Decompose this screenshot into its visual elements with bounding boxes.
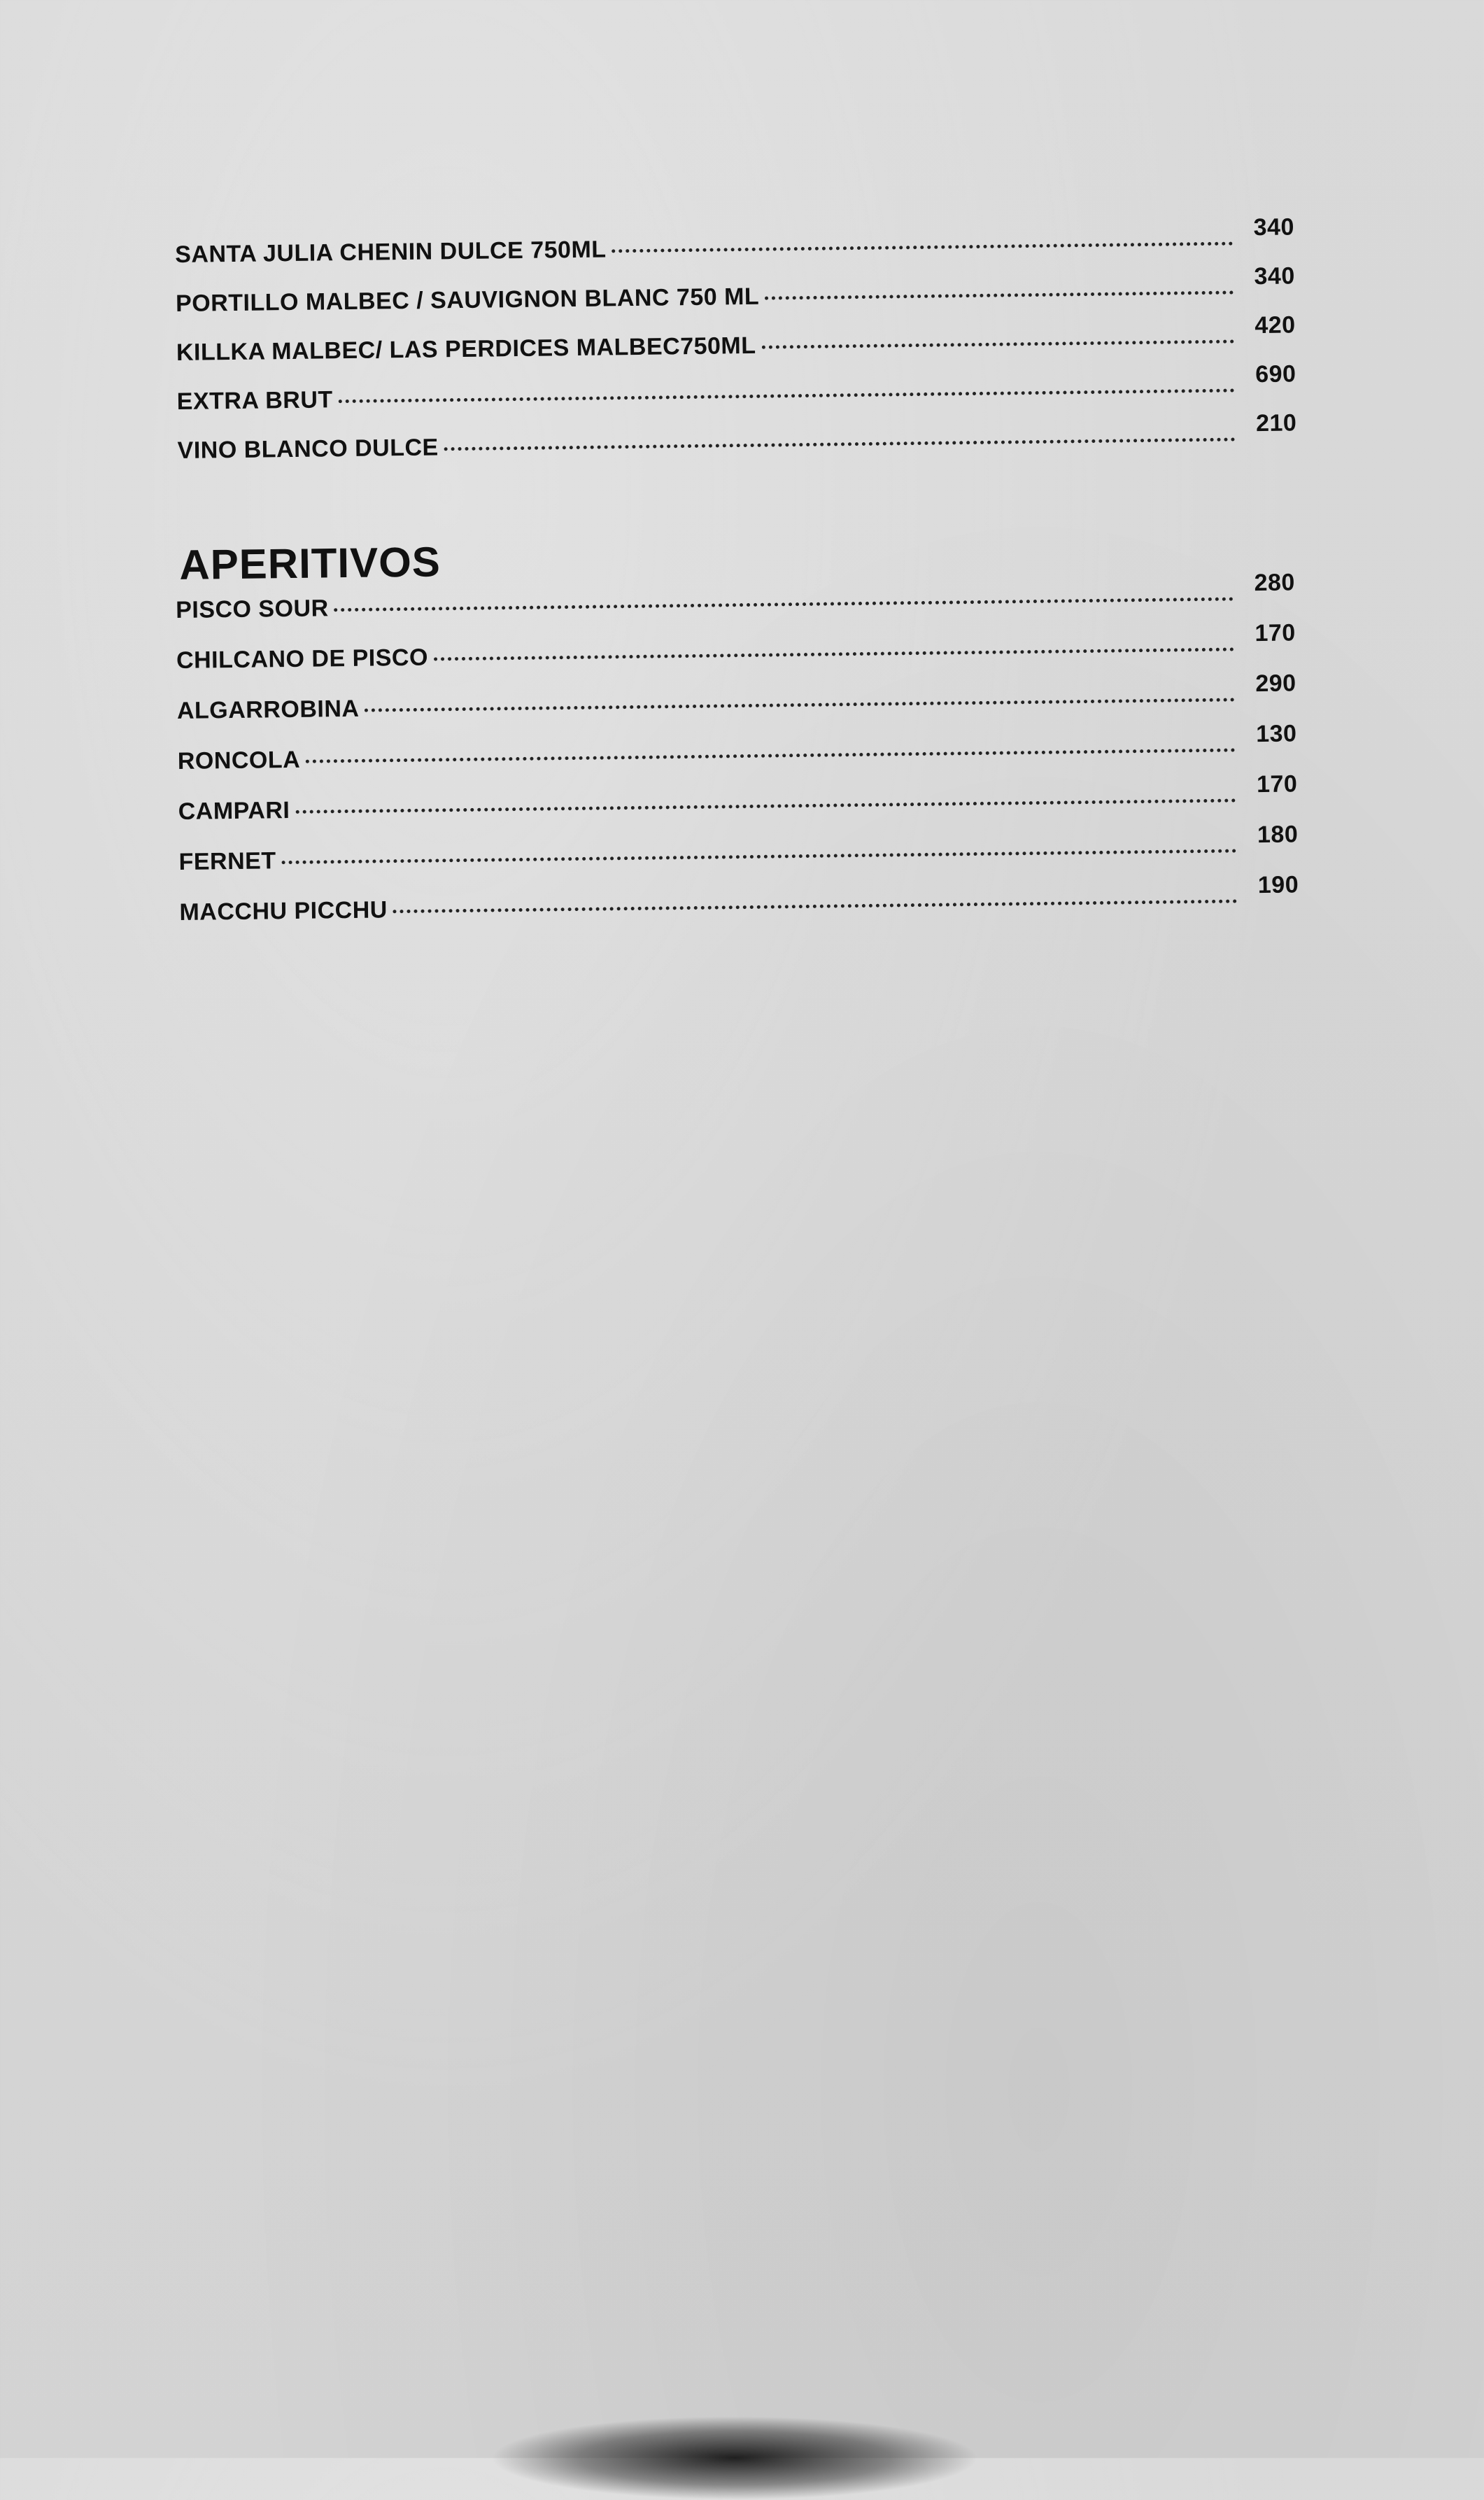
dot-leader	[434, 648, 1234, 661]
item-name: RONCOLA	[177, 746, 301, 775]
item-name: MACCHU PICCHU	[179, 896, 388, 926]
item-name: CAMPARI	[178, 797, 290, 825]
item-price: 340	[1253, 213, 1295, 241]
item-name: PORTILLO MALBEC / SAUVIGNON BLANC 750 ML	[175, 283, 760, 317]
item-price: 340	[1254, 262, 1295, 290]
item-price: 690	[1255, 360, 1296, 388]
item-name: CHILCANO DE PISCO	[176, 644, 429, 674]
item-name: VINO BLANCO DULCE	[177, 434, 439, 464]
item-name: ALGARROBINA	[176, 695, 360, 724]
item-price: 420	[1255, 311, 1296, 339]
item-price: 170	[1255, 619, 1296, 647]
wines-section	[175, 213, 1297, 486]
dot-leader	[765, 291, 1234, 300]
dot-leader	[339, 389, 1235, 404]
item-name: SANTA JULIA CHENIN DULCE 750ML	[175, 236, 607, 268]
dot-leader	[295, 798, 1236, 813]
item-name: FERNET	[178, 847, 276, 875]
wine-list	[175, 213, 1297, 486]
item-price: 210	[1255, 409, 1297, 437]
dot-leader	[444, 438, 1236, 451]
dot-leader	[762, 340, 1234, 349]
item-name: EXTRA BRUT	[176, 386, 333, 415]
item-price: 280	[1254, 569, 1296, 597]
dot-leader	[365, 698, 1234, 712]
item-price: 130	[1255, 720, 1297, 748]
item-price: 170	[1256, 770, 1298, 798]
dot-leader	[282, 849, 1237, 864]
item-price: 190	[1257, 871, 1299, 899]
item-name: KILLKA MALBEC/ LAS PERDICES MALBEC750ML	[176, 332, 756, 366]
item-price: 290	[1255, 670, 1296, 698]
aperitivos-list	[175, 569, 1299, 949]
dot-leader	[393, 899, 1238, 913]
bottom-shadow	[490, 2416, 980, 2500]
section-title: APERITIVOS	[178, 538, 441, 588]
dot-leader	[306, 749, 1236, 763]
item-name: PISCO SOUR	[175, 595, 329, 623]
aperitivos-section	[175, 528, 1299, 949]
item-price: 180	[1257, 821, 1299, 849]
dot-leader	[612, 242, 1234, 253]
dot-leader	[334, 598, 1234, 612]
